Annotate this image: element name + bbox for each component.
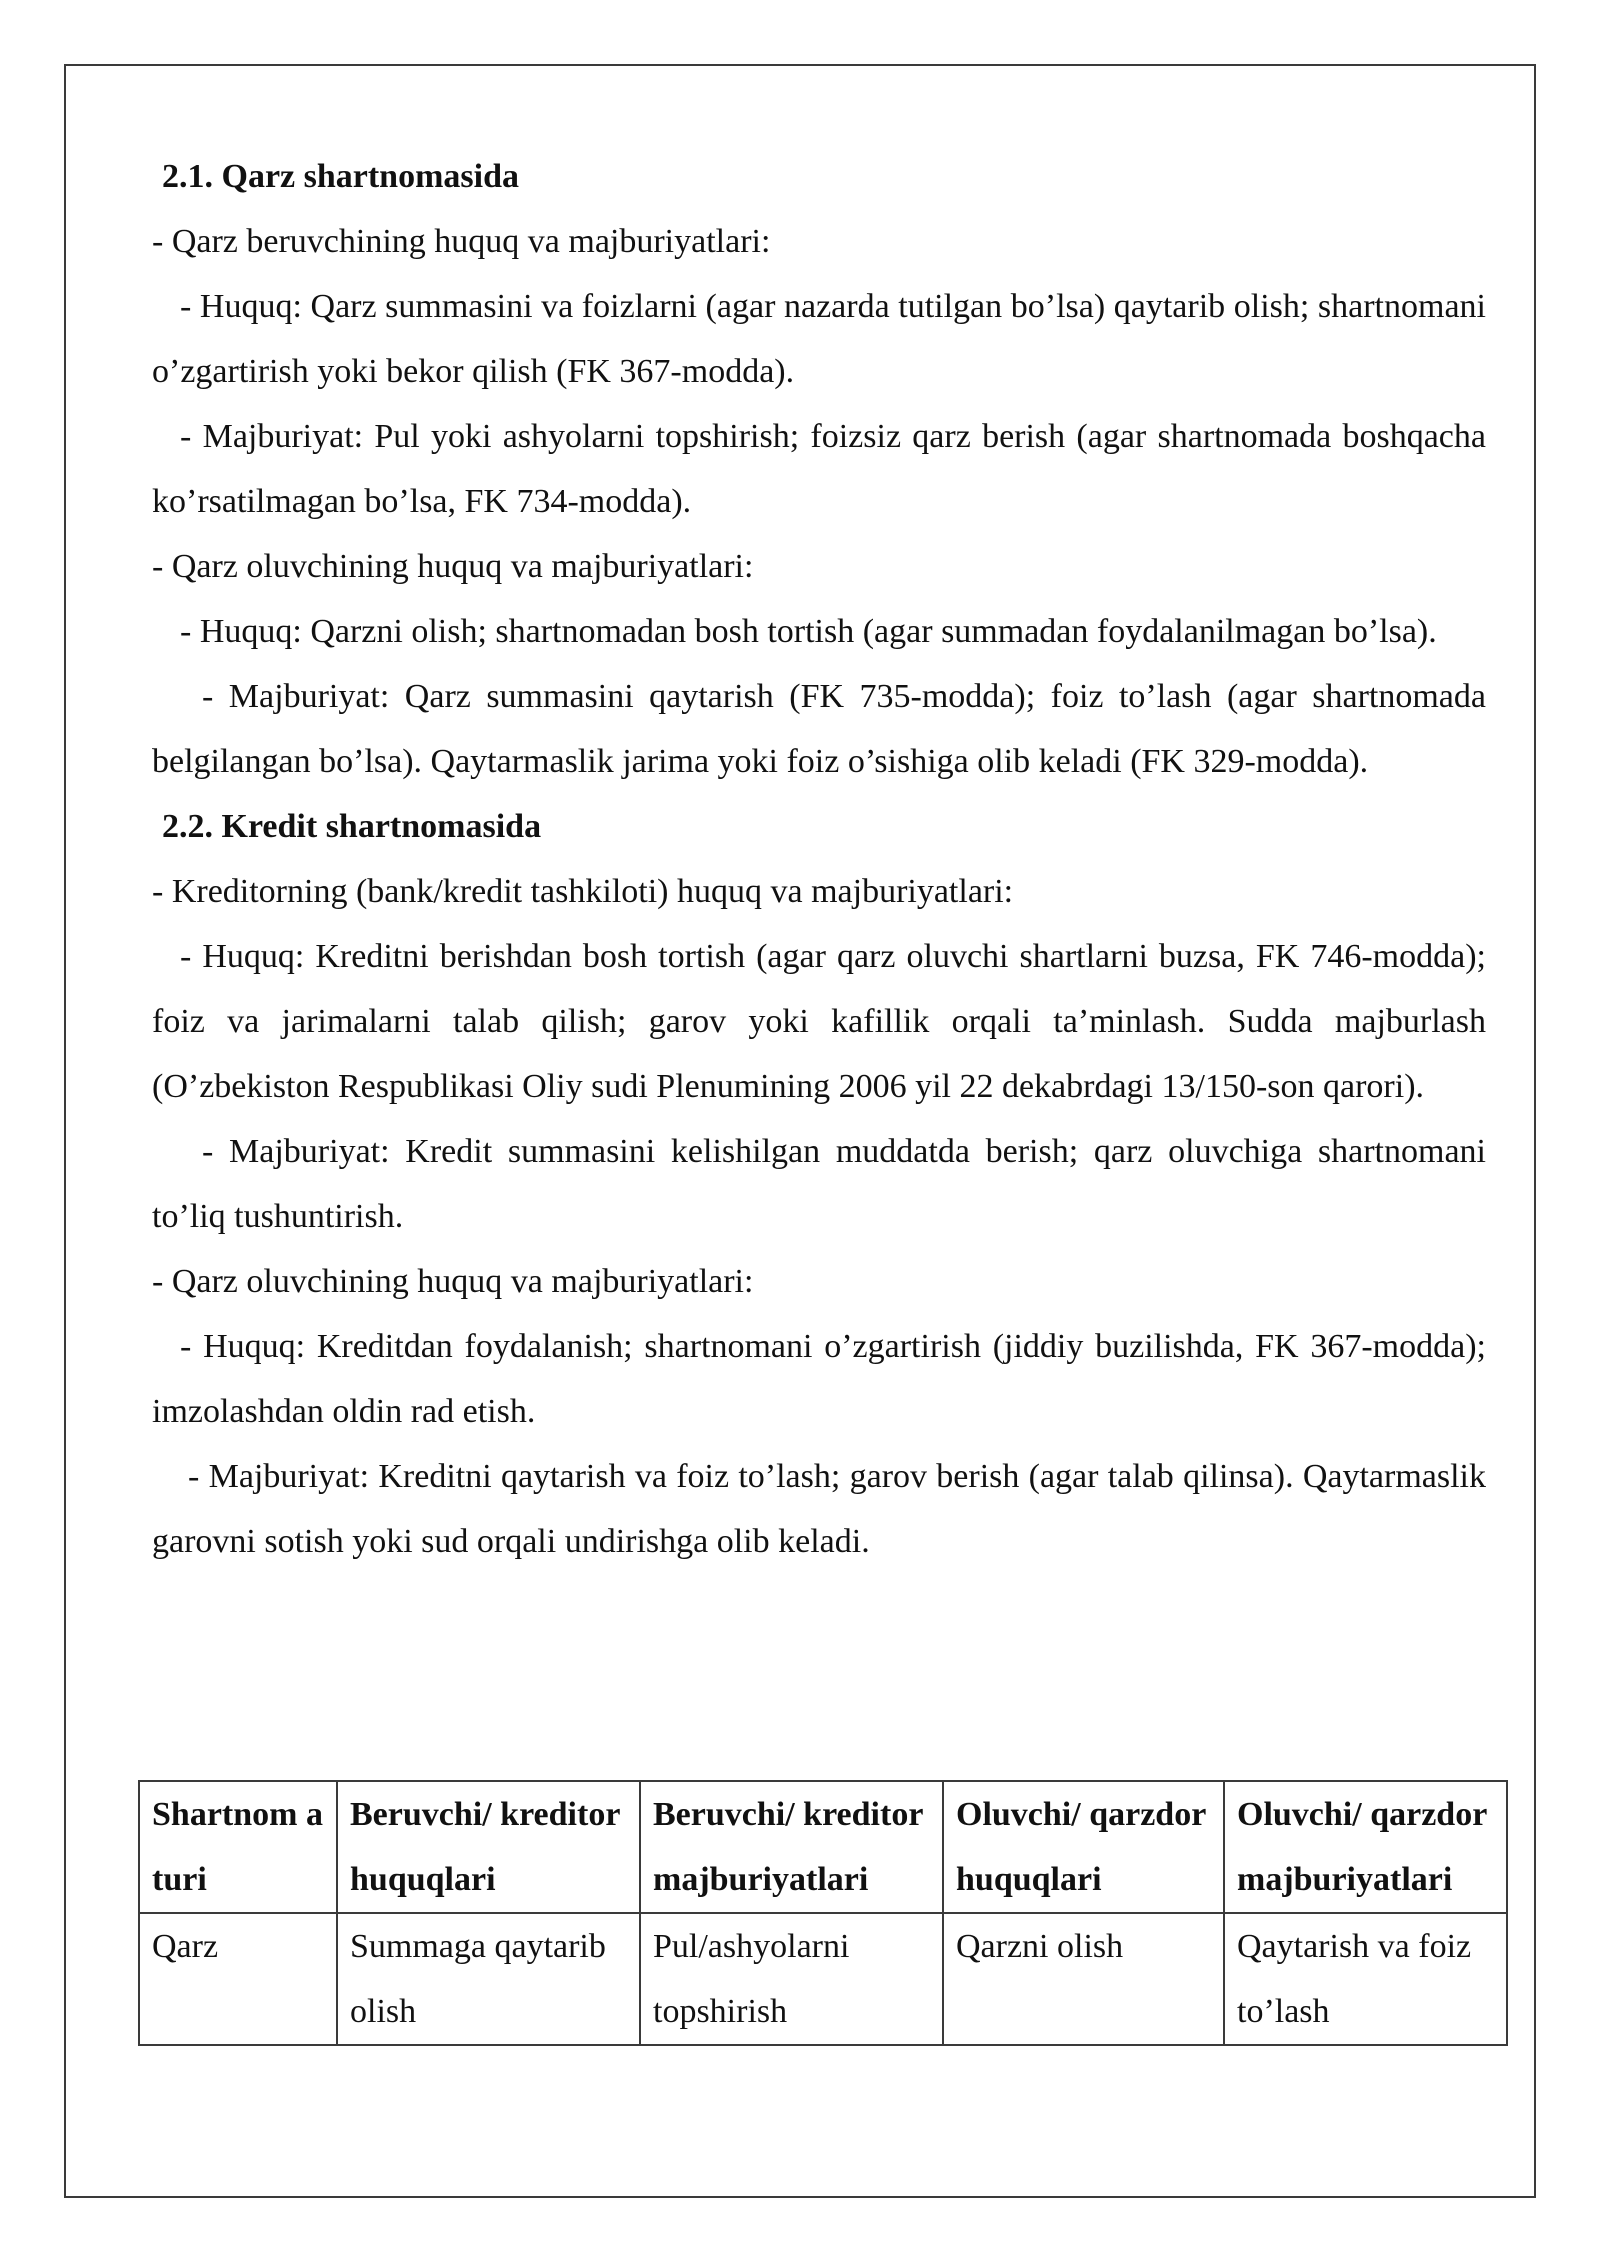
paragraph-lender-obligations: - Majburiyat: Pul yoki ashyolarni topshirish; foizsiz qarz berish (agar shartnomada boshqacha ko’rsatilmagan bo’lsa, FK 734-modda). <box>152 418 1486 520</box>
document-body <box>152 144 1486 1574</box>
table-header-cell: Oluvchi/ qarzdor majburiyatlari <box>1224 1781 1507 1913</box>
table-cell: Pul/ashyolarni topshirish <box>640 1913 943 2045</box>
paragraph-creditor-rights: - Huquq: Kreditni berishdan bosh tortish (agar qarz oluvchi shartlarni buzsa, FK 746-modda); foiz va jarimalarni talab qilish; garov yoki kafillik orqali ta’minlash. Sudda majburlash (O’zbekiston Respublikasi Oliy sudi Plenumining 2006 yil 22 dekabrdagi 13/150-son qarori). <box>152 938 1486 1105</box>
section-heading-kredit: 2.2. Kredit shartnomasida <box>162 808 542 845</box>
table-header-cell: Shartnom a turi <box>139 1781 337 1913</box>
paragraph-borrower-rights: - Huquq: Qarzni olish; shartnomadan bosh tortish (agar summadan foydalanilmagan bo’lsa). <box>180 613 1437 650</box>
paragraph-borrower-obligations: - Majburiyat: Qarz summasini qaytarish (FK 735-modda); foiz to’lash (agar shartnomada belgilangan bo’lsa). Qaytarmaslik jarima yoki foiz o’sishiga olib keladi (FK 329-modda). <box>152 678 1486 780</box>
paragraph-borrower-intro: - Qarz oluvchining huquq va majburiyatlari: <box>152 548 754 585</box>
table-cell: Qarzni olish <box>943 1913 1224 2045</box>
table-header-cell: Oluvchi/ qarzdor huquqlari <box>943 1781 1224 1913</box>
paragraph-creditor-intro: - Kreditorning (bank/kredit tashkiloti) huquq va majburiyatlari: <box>152 873 1014 910</box>
paragraph-creditor-obligations: - Majburiyat: Kredit summasini kelishilgan muddatda berish; qarz oluvchiga shartnomani to’liq tushuntirish. <box>152 1133 1486 1235</box>
table-header-cell: Beruvchi/ kreditor huquqlari <box>337 1781 640 1913</box>
paragraph-credit-borrower-intro: - Qarz oluvchining huquq va majburiyatlari: <box>152 1263 754 1300</box>
table-cell: Qaytarish va foiz to’lash <box>1224 1913 1507 2045</box>
paragraph-lender-rights-intro: - Qarz beruvchining huquq va majburiyatlari: <box>152 223 771 260</box>
paragraph-credit-borrower-rights: - Huquq: Kreditdan foydalanish; shartnomani o’zgartirish (jiddiy buzilishda, FK 367-modda); imzolashdan oldin rad etish. <box>152 1328 1486 1430</box>
table-row <box>139 1913 1507 2045</box>
table-cell: Summaga qaytarib olish <box>337 1913 640 2045</box>
table-cell: Qarz <box>139 1913 337 2045</box>
paragraph-lender-rights: - Huquq: Qarz summasini va foizlarni (agar nazarda tutilgan bo’lsa) qaytarib olish; shartnomani o’zgartirish yoki bekor qilish (FK 367-modda). <box>152 288 1486 390</box>
table-header-cell: Beruvchi/ kreditor majburiyatlari <box>640 1781 943 1913</box>
comparison-table <box>138 1780 1508 2046</box>
paragraph-credit-borrower-obligations: - Majburiyat: Kreditni qaytarish va foiz to’lash; garov berish (agar talab qilinsa). Qaytarmaslik garovni sotish yoki sud orqali undirishga olib keladi. <box>152 1458 1486 1560</box>
table-header-row <box>139 1781 1507 1913</box>
section-heading-qarz: 2.1. Qarz shartnomasida <box>162 158 519 195</box>
